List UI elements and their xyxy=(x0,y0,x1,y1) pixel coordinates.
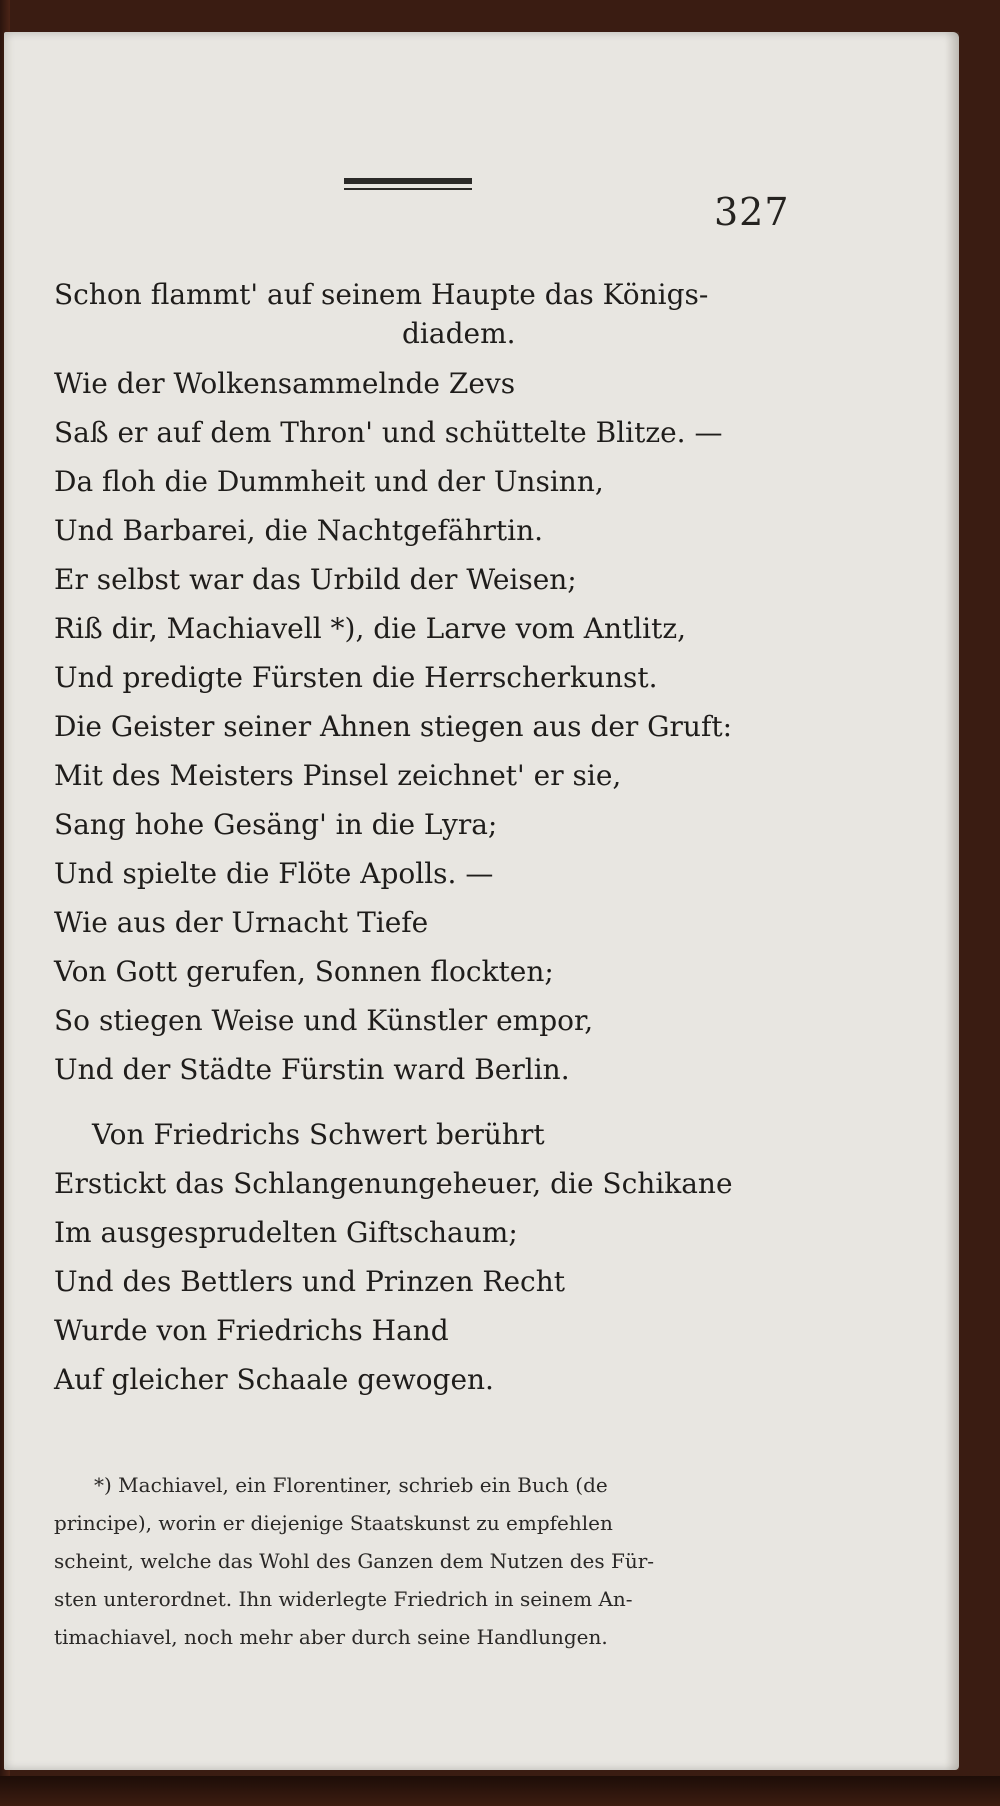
poem-line: Saß er auf dem Thron' und schüttelte Blitze. — xyxy=(54,416,723,449)
poem-line: Wie der Wolkensammelnde Zevs xyxy=(54,367,516,400)
poem-line: Von Friedrichs Schwert berührt xyxy=(92,1118,545,1151)
poem-text xyxy=(54,270,894,1404)
poem-line: Wie aus der Urnacht Tiefe xyxy=(54,906,429,939)
footnote-line: scheint, welche das Wohl des Ganzen dem Nutzen des Für- xyxy=(54,1549,655,1573)
stanza-2 xyxy=(54,1110,894,1404)
poem-line: Und predigte Fürsten die Herrscherkunst. xyxy=(54,661,658,694)
footnote-line: sten unterordnet. Ihn widerlegte Friedrich in seinem An- xyxy=(54,1587,633,1611)
poem-line: Die Geister seiner Ahnen stiegen aus der Gruft: xyxy=(54,710,733,743)
poem-line: Und spielte die Flöte Apolls. — xyxy=(54,857,494,890)
footnote-line: *) Machiavel, ein Florentiner, schrieb ein Buch (de xyxy=(94,1473,608,1497)
header-rule-thin xyxy=(344,188,472,190)
poem-line: Und Barbarei, die Nachtgefährtin. xyxy=(54,514,544,547)
poem-line: Mit des Meisters Pinsel zeichnet' er sie, xyxy=(54,759,622,792)
poem-line: Und des Bettlers und Prinzen Recht xyxy=(54,1265,566,1298)
poem-line: Schon flammt' auf seinem Haupte das Königs- xyxy=(54,278,709,311)
footnote xyxy=(54,1466,799,1656)
poem-line: Auf gleicher Schaale gewogen. xyxy=(54,1363,494,1396)
poem-line: Wurde von Friedrichs Hand xyxy=(54,1314,449,1347)
poem-line-continuation: diadem. xyxy=(402,317,516,350)
footnote-line: principe), worin er diejenige Staatskunst zu empfehlen xyxy=(54,1511,613,1535)
poem-line: Und der Städte Fürstin ward Berlin. xyxy=(54,1053,570,1086)
poem-line: Da floh die Dummheit und der Unsinn, xyxy=(54,465,604,498)
footnote-line: timachiavel, noch mehr aber durch seine Handlungen. xyxy=(54,1625,608,1649)
poem-line: Im ausgesprudelten Giftschaum; xyxy=(54,1216,518,1249)
poem-line: Er selbst war das Urbild der Weisen; xyxy=(54,563,577,596)
poem-line: Sang hohe Gesäng' in die Lyra; xyxy=(54,808,498,841)
header-rule-thick xyxy=(344,178,472,184)
poem-line: Von Gott gerufen, Sonnen flockten; xyxy=(54,955,554,988)
page-edge-shadow xyxy=(945,32,959,1770)
poem-line: Erstickt das Schlangenungeheuer, die Schikane xyxy=(54,1167,733,1200)
header-ornament-rule xyxy=(344,178,472,191)
stanza-gap xyxy=(54,1094,894,1110)
book-cover-bottom xyxy=(0,1776,1000,1806)
poem-line: So stiegen Weise und Künstler empor, xyxy=(54,1004,594,1037)
book-page xyxy=(4,32,959,1770)
stanza-1 xyxy=(54,270,894,1094)
page-number: 327 xyxy=(714,190,790,234)
poem-line: Riß dir, Machiavell *), die Larve vom Antlitz, xyxy=(54,612,687,645)
